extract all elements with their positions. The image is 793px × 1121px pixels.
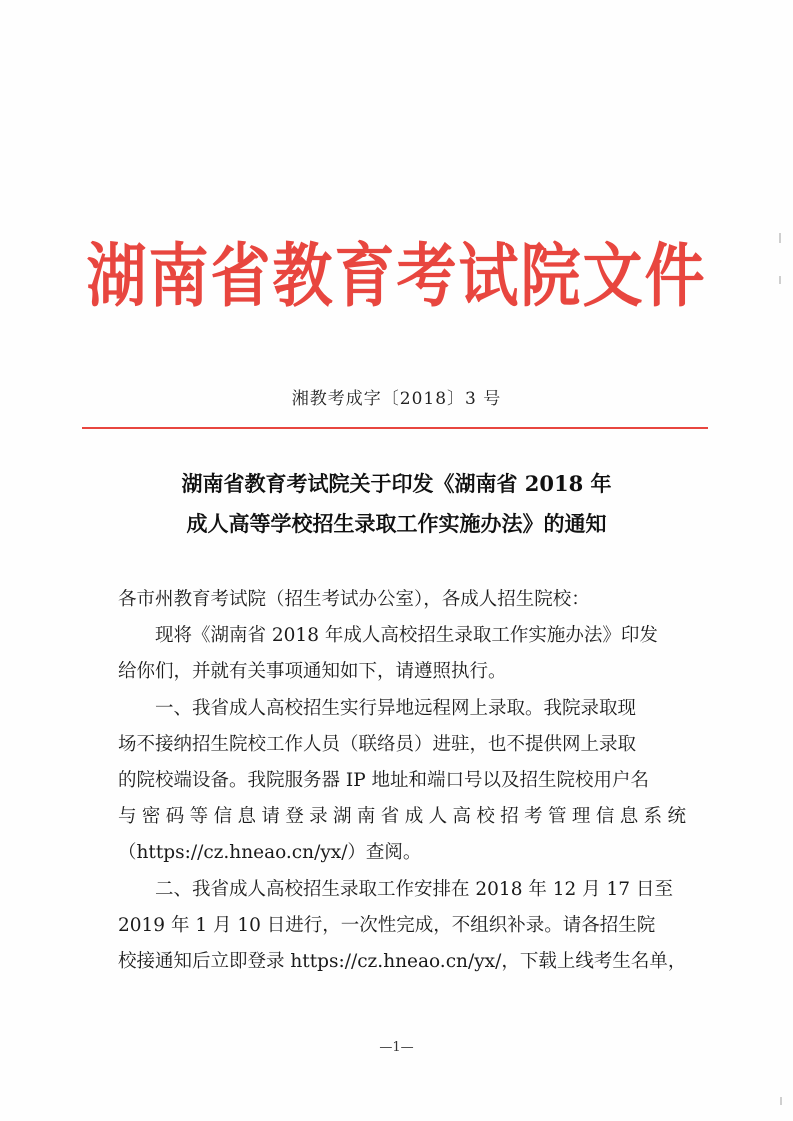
paragraph-item-2 <box>118 872 686 981</box>
document-header-title: 湖南省教育考试院文件 <box>86 236 707 317</box>
paragraph-intro-line-2: 给你们，并就有关事项通知如下，请遵照执行。 <box>118 661 507 683</box>
paragraph-intro-line-1: 现将《湖南省 2018 年成人高校招生录取工作实施办法》印发 <box>155 625 658 647</box>
page-number: —1— <box>379 1040 414 1055</box>
notice-title <box>0 464 793 544</box>
red-divider-line <box>82 427 708 429</box>
paragraph-item-2-line-2: 2019 年 1 月 10 日进行，一次性完成，不组织补录。请各招生院 <box>118 914 656 936</box>
paragraph-item-1-line-2: 场不接纳招生院校工作人员（联络员）进驻，也不提供网上录取 <box>118 733 637 755</box>
paragraph-item-1-line-4: 与密码等信息请登录湖南省成人高校招考管理信息系统 <box>118 806 686 828</box>
notice-title-line-2: 成人高等学校招生录取工作实施办法》的通知 <box>186 511 607 536</box>
paragraph-item-1-line-3: 的院校端设备。我院服务器 IP 地址和端口号以及招生院校用户名 <box>118 770 650 792</box>
paragraph-item-2-line-1: 二、我省成人高校招生录取工作安排在 2018 年 12 月 17 日至 <box>155 878 673 900</box>
paragraph-item-1-line-1: 一、我省成人高校招生实行异地远程网上录取。我院录取现 <box>155 697 637 719</box>
addressee-line <box>118 582 686 618</box>
notice-title-line-1: 湖南省教育考试院关于印发《湖南省 2018 年 <box>181 471 612 496</box>
paragraph-item-1 <box>118 691 686 872</box>
document-number: 湘教考成字〔2018〕3 号 <box>291 389 502 409</box>
scan-edge-mark <box>780 1097 782 1105</box>
scan-edge-mark <box>779 276 781 284</box>
paragraph-item-2-line-3: 校接通知后立即登录 https://cz.hneao.cn/yx/，下载上线考生名单， <box>118 951 687 973</box>
paragraph-item-1-line-5: （https://cz.hneao.cn/yx/）查阅。 <box>118 842 422 864</box>
scan-edge-mark <box>779 233 781 243</box>
addressee-text: 各市州教育考试院（招生考试办公室），各成人招生院校： <box>118 589 590 610</box>
paragraph-intro <box>118 618 686 690</box>
notice-body <box>118 582 686 980</box>
